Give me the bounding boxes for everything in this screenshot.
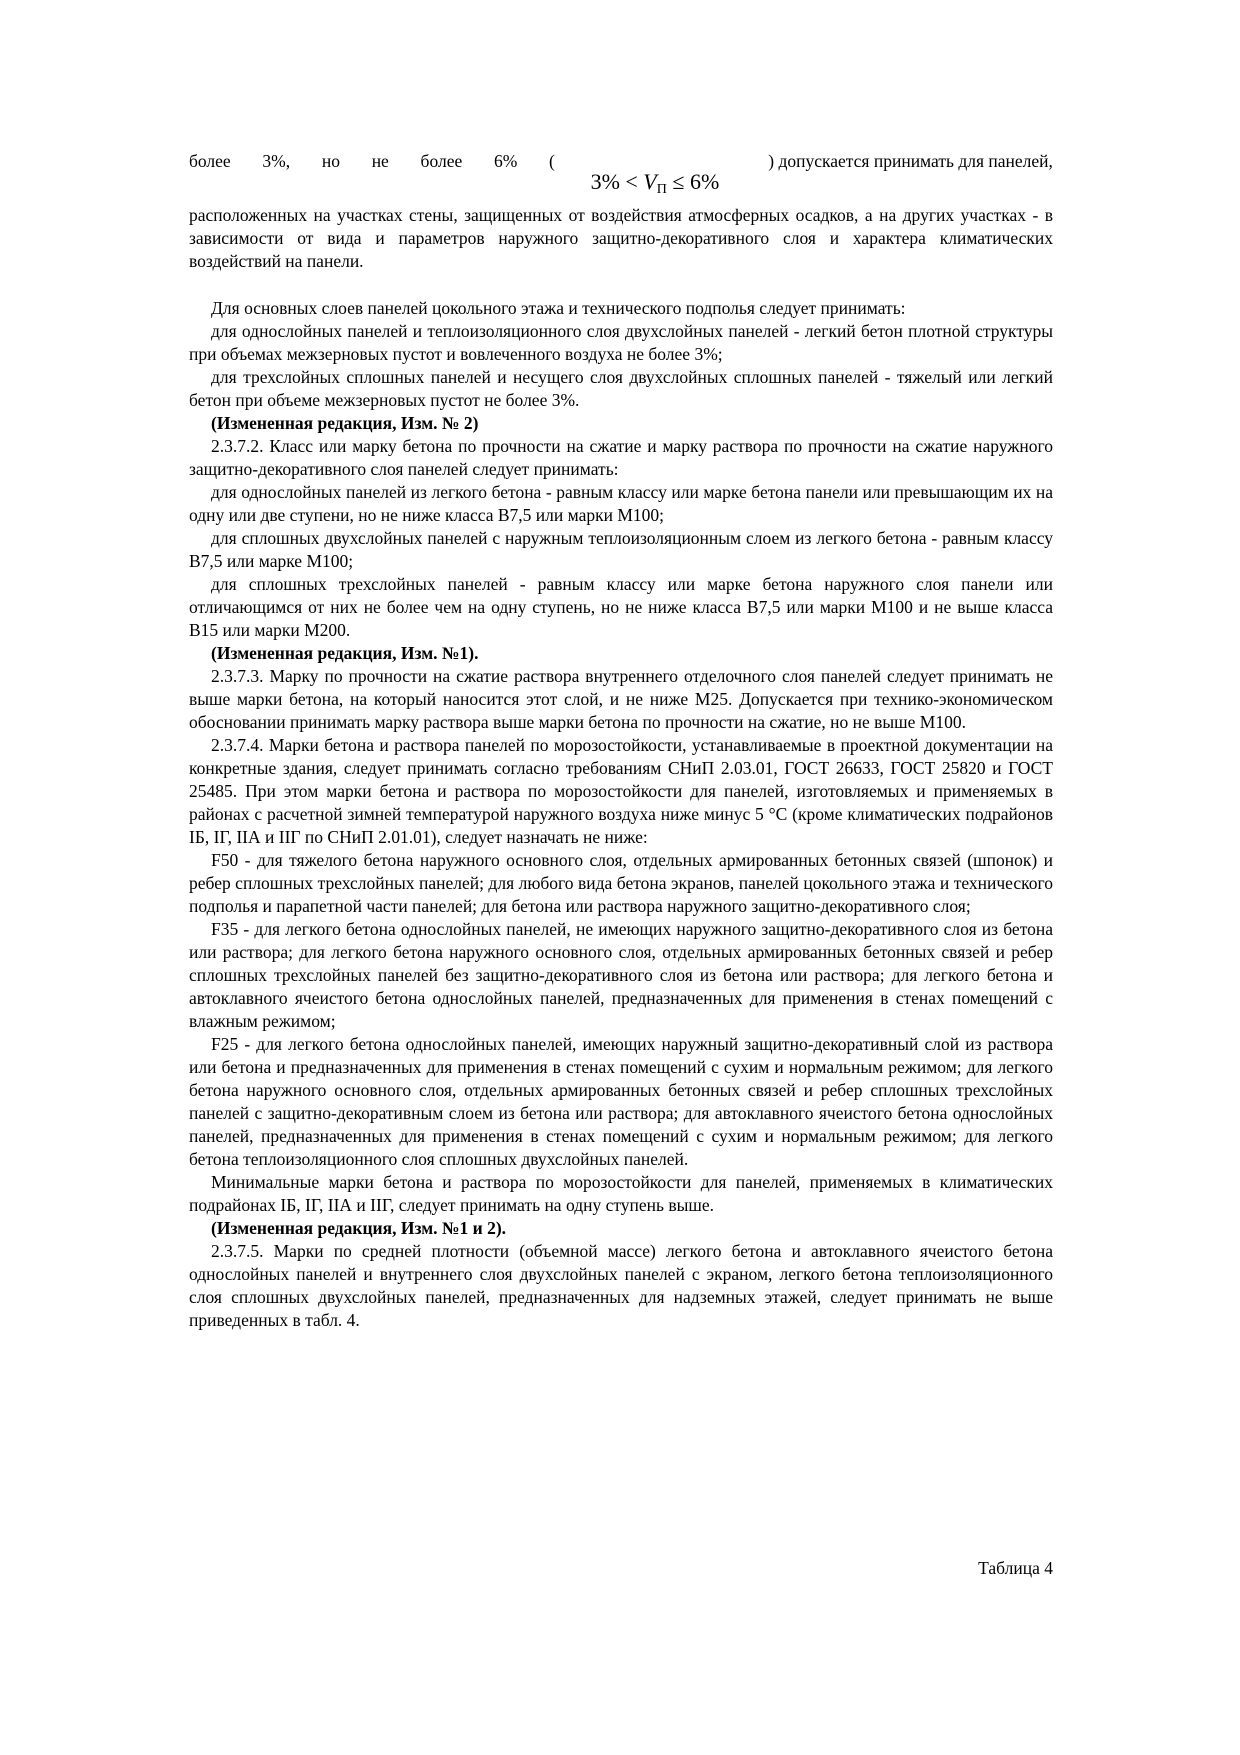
paragraph: для трехслойных сплошных панелей и несущего слоя двухслойных сплошных панелей - тяжелый или легкий бетон при объеме межзерновых пустот не более 3%. — [189, 367, 1053, 410]
formula-variable: V — [643, 169, 657, 194]
intro-word: более — [420, 151, 463, 171]
paragraph: 2.3.7.5. Марки по средней плотности (объемной массе) легкого бетона и автоклавного ячеистого бетона однослойных панелей и внутреннего слоя двухслойных панелей с экраном, легкого бетона теплоизоляционного слоя сплошных двухслойных панелей, предназначенных для надземных этажей, следует принимать не выше приведенных в табл. 4. — [189, 1241, 1053, 1330]
intro-word: но — [321, 151, 340, 171]
paragraph: Минимальные марки бетона и раствора по морозостойкости для панелей, применяемых в климатических подрайонах IБ, IГ, IIА и IIГ, следует принимать на одну ступень выше. — [189, 1172, 1053, 1215]
paragraph: 2.3.7.2. Класс или марку бетона по прочности на сжатие и марку раствора по прочности на сжатие наружного защитно-декоративного слоя панелей следует принимать: — [189, 436, 1053, 479]
paragraph: для сплошных трехслойных панелей - равным классу или марке бетона наружного слоя панели или отличающимся от них не более чем на одну ступень, но не ниже класса В7,5 или марки М100 и не выше класса В15 или марки М200. — [189, 574, 1053, 640]
intro-word: 3%, — [262, 151, 291, 171]
amendment-note: (Измененная редакция, Изм. №1). — [211, 643, 479, 663]
paragraph: F35 - для легкого бетона однослойных панелей, не имеющих наружного защитно-декоративного слоя из бетона или раствора; для легкого бетона наружного основного слоя, отдельных армированных бетонных связей и ребер сплошных трехслойных панелей без защитно-декоративного слоя из бетона или раствора; для легкого бетона и автоклавного ячеистого бетона однослойных панелей, предназначенных для применения в стенах помещений с влажным режимом; — [189, 919, 1053, 1031]
amendment-note: (Измененная редакция, Изм. №1 и 2). — [211, 1218, 507, 1238]
intro-word: не — [371, 151, 389, 171]
intro-line — [189, 150, 1053, 204]
inequality-formula — [591, 170, 720, 201]
intro-word: ( — [549, 151, 555, 171]
paragraph-gap — [189, 273, 1053, 297]
intro-continuation: расположенных на участках стены, защищенных от воздействия атмосферных осадков, а на других участках - в зависимости от вида и параметров наружного защитно-декоративного слоя и характера климатических воздействий на панели. — [189, 205, 1053, 271]
table-caption: Таблица 4 — [978, 1558, 1053, 1578]
paragraph: для сплошных двухслойных панелей с наружным теплоизоляционным слоем из легкого бетона - равным классу В7,5 или марке М100; — [189, 528, 1053, 571]
formula-subscript: П — [656, 182, 667, 197]
paragraph: F25 - для легкого бетона однослойных панелей, имеющих наружный защитно-декоративный слой из раствора или бетона и предназначенных для применения в стенах помещений с сухим и нормальным режимом; для легкого бетона наружного основного слоя, отдельных армированных бетонных связей и ребер сплошных трехслойных панелей с защитно-декоративным слоем из бетона или раствора; для автоклавного ячеистого бетона однослойных панелей, предназначенных для применения в стенах помещений с сухим и нормальным режимом; для легкого бетона теплоизоляционного слоя сплошных двухслойных панелей. — [189, 1034, 1053, 1169]
formula-slot — [587, 150, 737, 197]
formula-rhs: ≤ 6% — [666, 169, 720, 194]
paragraph: для однослойных панелей из легкого бетона - равным классу или марке бетона панели или превышающим их на одну или две ступени, но не ниже класса В7,5 или марки М100; — [189, 482, 1053, 525]
intro-word: 6% — [493, 151, 518, 171]
paragraph: 2.3.7.4. Марки бетона и раствора панелей по морозостойкости, устанавливаемые в проектной документации на конкретные здания, следует принимать согласно требованиям СНиП 2.03.01, ГОСТ 26633, ГОСТ 25820 и ГОСТ 25485. При этом марки бетона и раствора по морозостойкости для панелей, изготовляемых и применяемых в районах с расчетной зимней температурой наружного воздуха ниже минус 5 °С (кроме климатических подрайонов IБ, IГ, IIА и IIГ по СНиП 2.01.01), следует назначать не ниже: — [189, 735, 1053, 847]
formula-lhs: 3% < — [590, 169, 644, 194]
amendment-note: (Измененная редакция, Изм. № 2) — [211, 413, 479, 433]
document-body — [189, 150, 1053, 1332]
intro-tail: ) допускается принимать для панелей, — [768, 151, 1053, 171]
paragraph: F50 - для тяжелого бетона наружного основного слоя, отдельных армированных бетонных связей (шпонок) и ребер сплошных трехслойных панелей; для любого вида бетона экранов, панелей цокольного этажа и технического подполья и парапетной части панелей; для бетона или раствора наружного защитно-декоративного слоя; — [189, 850, 1053, 916]
paragraph: 2.3.7.3. Марку по прочности на сжатие раствора внутреннего отделочного слоя панелей следует принимать не выше марки бетона, на который наносится этот слой, и не ниже М25. Допускается при технико-экономическом обосновании принимать марку раствора выше марки бетона по прочности на сжатие, но не выше М100. — [189, 666, 1053, 732]
paragraph-list — [189, 297, 1053, 1332]
intro-word: более — [189, 151, 231, 171]
paragraph: Для основных слоев панелей цокольного этажа и технического подполья следует принимать: — [211, 298, 906, 318]
paragraph: для однослойных панелей и теплоизоляционного слоя двухслойных панелей - легкий бетон плотной структуры при объемах межзерновых пустот и вовлеченного воздуха не более 3%; — [189, 321, 1053, 364]
